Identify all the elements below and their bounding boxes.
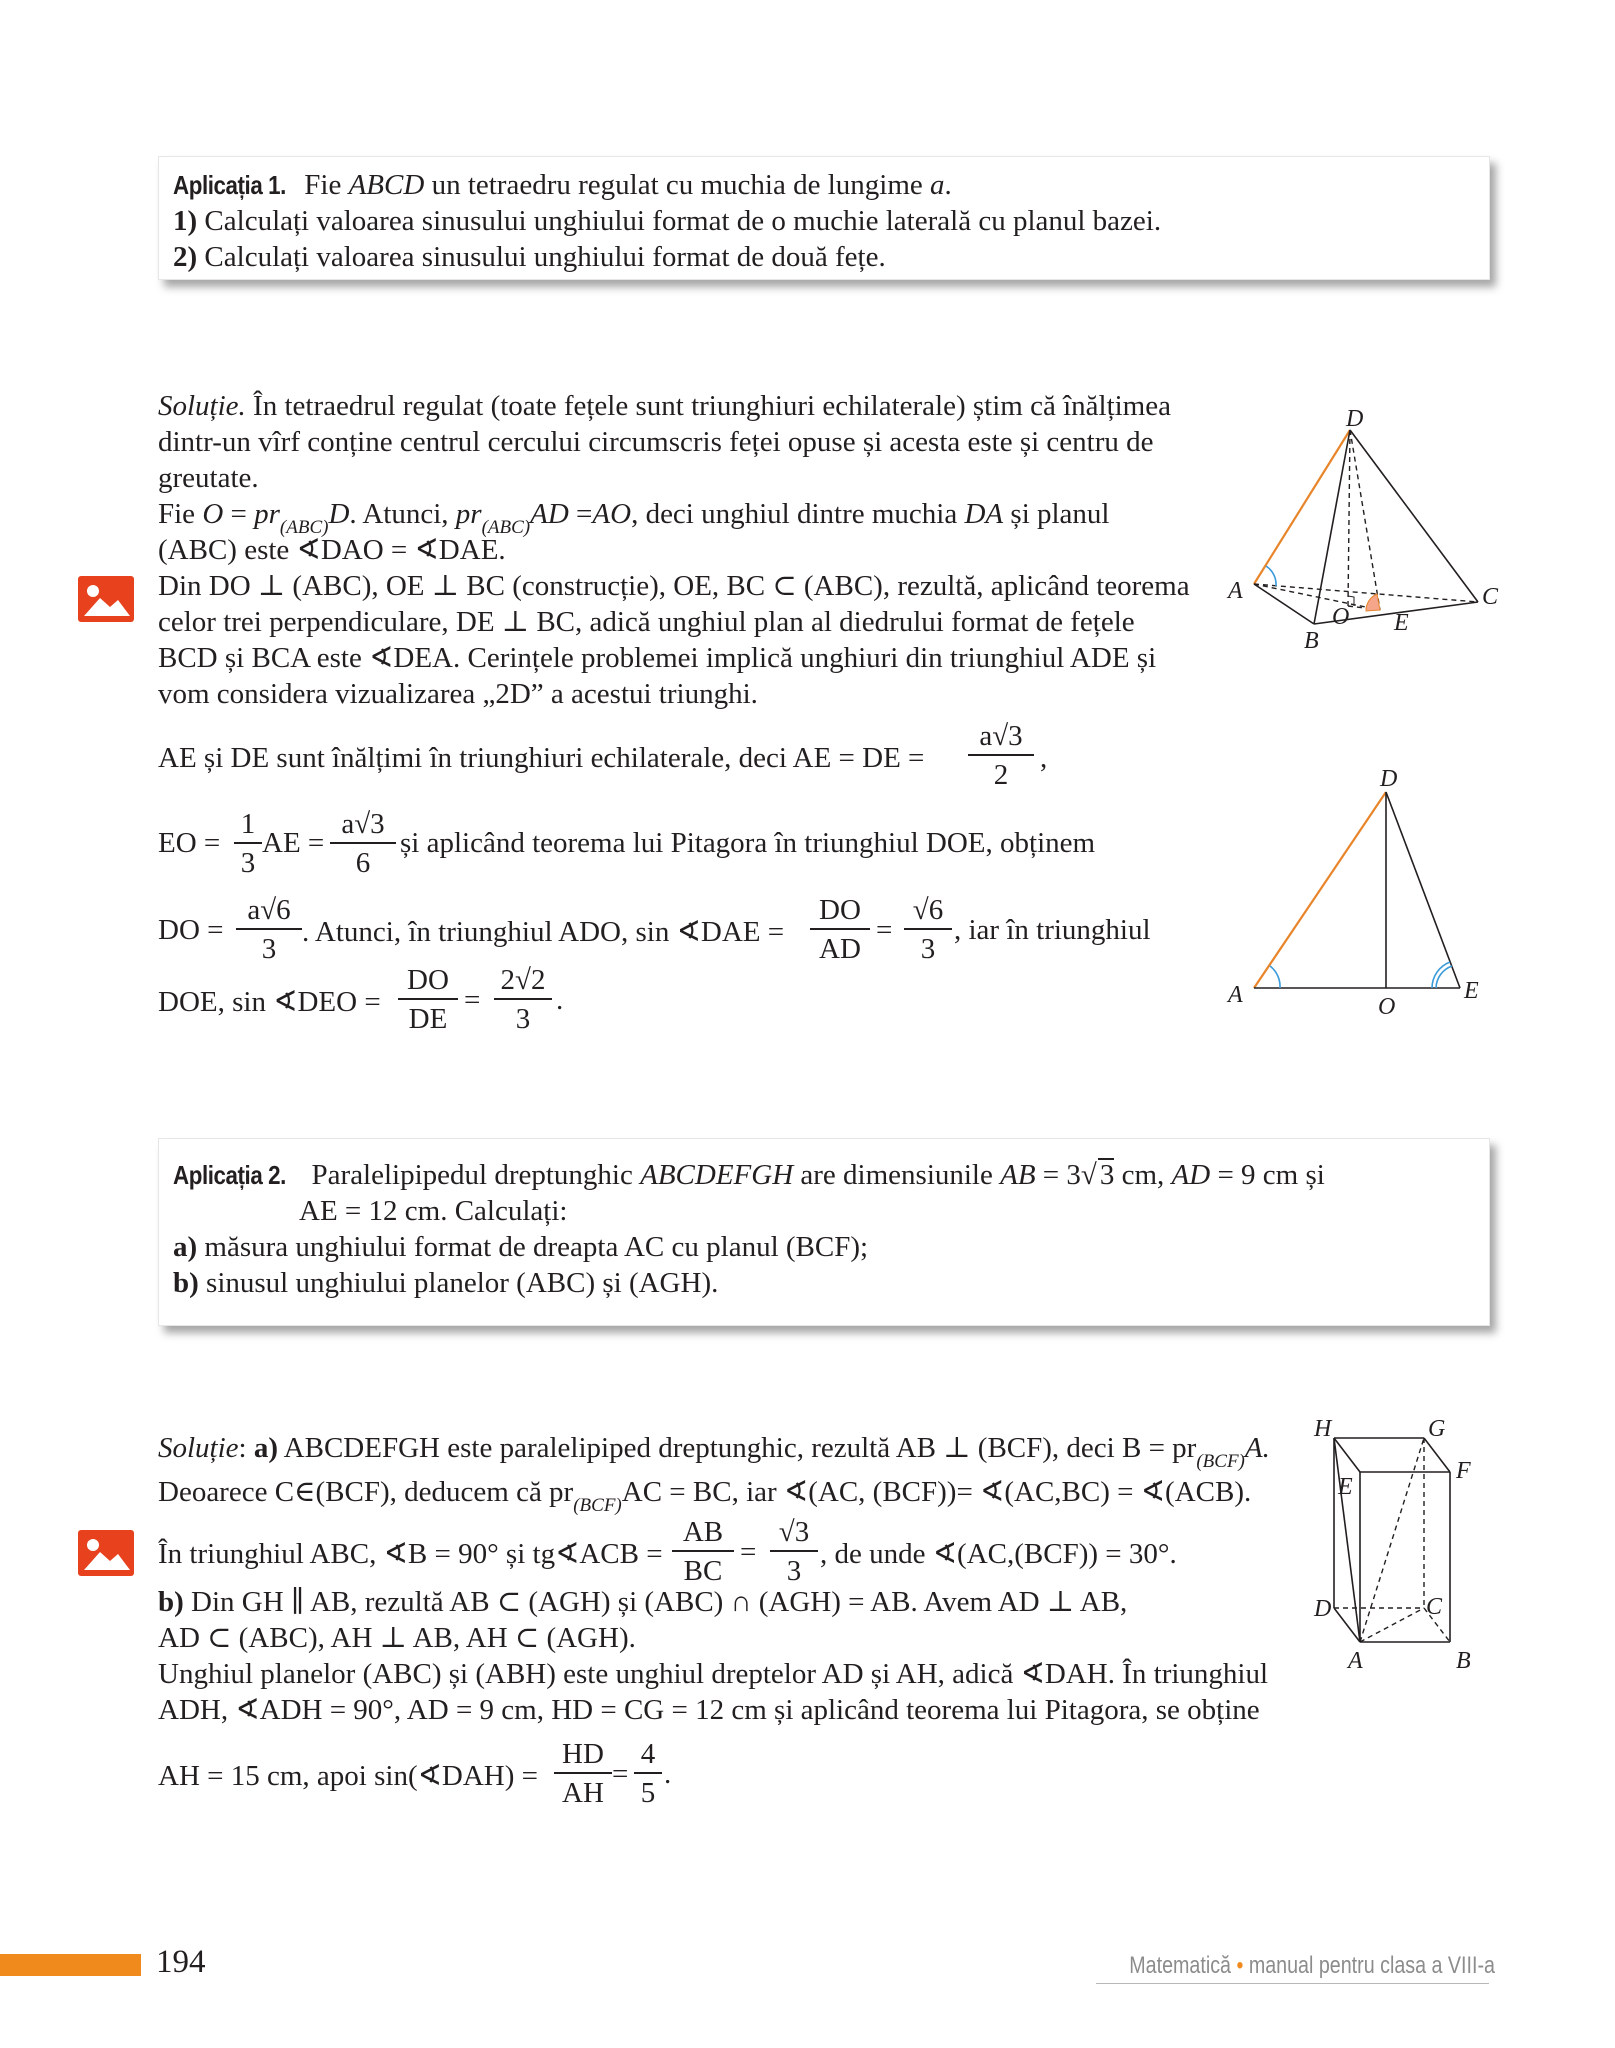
fig2-label-a: A	[1228, 982, 1243, 1008]
solution-1-line-6: Din DO ⊥ (ABC), OE ⊥ BC (construcție), OE, BC ⊂ (ABC), rezultă, aplicând teorema	[158, 570, 1190, 602]
tetrahedron-figure	[1220, 408, 1500, 658]
fraction-sqrt3-over-3: $\frac{√3}{3}$	[770, 1514, 818, 1590]
cuboid-figure	[1300, 1418, 1500, 1698]
fraction-4-over-5: $\frac{4}{5}$	[634, 1736, 662, 1812]
footer-book-title: Matematică • manual pentru clasa a VIII-a	[1129, 1952, 1495, 1979]
equation-4-text: DOE, sin ∢DEO =	[158, 986, 381, 1018]
fig3-label-g: G	[1428, 1418, 1446, 1442]
fig3-label-e: E	[1338, 1474, 1353, 1500]
fig3-label-b: B	[1456, 1648, 1471, 1674]
solution-1-line-2: dintr-un vîrf conține centrul cercului circumscris feței opuse și acesta este și centru de	[158, 426, 1154, 458]
solution-2-line-3-equals: =	[740, 1536, 757, 1568]
fraction-do-over-ad: $\frac{DO}{AD}$	[810, 892, 870, 968]
solution-1-line-9: vom considera vizualizarea „2D” a acestui triunghi.	[158, 678, 758, 710]
fig1-label-e: E	[1394, 610, 1409, 636]
equation-3-text: . Atunci, în triunghiul ADO, sin ∢DAE =	[302, 916, 785, 948]
footer-accent-bar	[0, 1954, 141, 1976]
triangle-ade-figure	[1220, 760, 1500, 1025]
solution-2-line-5: AD ⊂ (ABC), AH ⊥ AB, AH ⊂ (AGH).	[158, 1622, 636, 1654]
fraction-do-over-de: $\frac{DO}{DE}$	[398, 962, 458, 1038]
equation-4-period: .	[556, 984, 564, 1016]
equation-eo-label: EO =	[158, 827, 221, 859]
solution-2-line-7: ADH, ∢ADH = 90°, AD = 9 cm, HD = CG = 12 cm și aplicând teorema lui Pitagora, se obține	[158, 1694, 1260, 1726]
application-2-part-a: a) măsura unghiului format de dreapta AC cu planul (BCF);	[173, 1231, 869, 1263]
fig2-label-e: E	[1464, 978, 1479, 1004]
bullet-icon: •	[1236, 1952, 1244, 1979]
solution-1-line-4: Fie $O = pr_{(ABC)}D$. Atunci, $pr_{(ABC)}AD =AO$, deci unghiul dintre muchia DA și planul	[158, 498, 1110, 538]
application-1-box	[158, 156, 1490, 280]
solution-2-line-1: Soluție: a) ABCDEFGH este paralelipiped dreptunghic, rezultă AB ⊥ (BCF), deci $B = pr_{(BCF)}A$.	[158, 1432, 1270, 1472]
solution-2-line-6: Unghiul planelor (ABC) și (ABH) este unghiul dreptelor AD și AH, adică ∢DAH. În triunghiul	[158, 1658, 1269, 1690]
solution-2-line-8-period: .	[664, 1758, 672, 1790]
fig2-label-o: O	[1378, 994, 1396, 1020]
solution-2-line-2: Deoarece C∈(BCF), deducem că $pr_{(BCF)}AC$ = BC, iar ∢(AC, (BCF))= ∢(AC,BC) = ∢(ACB).	[158, 1476, 1252, 1516]
fig1-label-b: B	[1304, 628, 1319, 654]
fig1-label-o: O	[1332, 604, 1350, 630]
application-1-question-2: 2) Calculați valoarea sinusului unghiului format de două fețe.	[173, 241, 886, 273]
application-2-box	[158, 1138, 1490, 1326]
fraction-sqrt6-over-3: $\frac{√6}{3}$	[904, 892, 952, 968]
fraction-a-sqrt6-over-3: $\frac{a√6}{3}$	[236, 892, 302, 968]
solution-2-line-3: În triunghiul ABC, ∢B = 90° și tg∢ACB =	[158, 1538, 663, 1570]
solution-1-line-3: greutate.	[158, 462, 259, 494]
image-icon	[78, 1530, 134, 1576]
fig3-label-f: F	[1456, 1458, 1471, 1484]
image-icon	[78, 576, 134, 622]
solution-1-line-8: BCD și BCA este ∢DEA. Cerințele problemei implică unghiuri din triunghiul ADE și	[158, 642, 1157, 674]
page-number: 194	[156, 1944, 206, 1980]
fig2-label-d: D	[1380, 766, 1398, 792]
fraction-1-over-3: $\frac{1}{3}$	[234, 806, 262, 882]
application-1-question-1: 1) Calculați valoarea sinusului unghiului format de o muchie laterală cu planul bazei.	[173, 205, 1162, 237]
application-2-part-b: b) sinusul unghiului planelor (ABC) și (AGH).	[173, 1267, 719, 1299]
solution-2-line-4: b) Din GH ∥ AB, rezultă AB ⊂ (AGH) și (ABC) ∩ (AGH) = AB. Avem AD ⊥ AB,	[158, 1586, 1128, 1618]
fraction-a-sqrt3-over-2: $\frac{a√3}{2}$	[968, 718, 1034, 794]
fig3-label-h: H	[1314, 1418, 1332, 1442]
solution-1-line-5: (ABC) este ∢DAO = ∢DAE.	[158, 534, 506, 566]
equation-3-equals: =	[876, 914, 893, 946]
footer-divider	[1096, 1983, 1489, 1984]
application-2-line-1: Aplicația 2. Paralelipipedul dreptunghic ABCDEFGH are dimensiunile AB = 3√ 3 cm, AD = 9 cm și	[173, 1157, 1325, 1194]
image-icon-2[interactable]	[78, 1530, 134, 1576]
image-icon-1[interactable]	[78, 576, 134, 622]
fraction-ab-over-bc: $\frac{AB}{BC}$	[672, 1514, 734, 1590]
equation-4-equals: =	[464, 984, 481, 1016]
solution-1-line-1: Soluție. În tetraedrul regulat (toate fețele sunt triunghiuri echilaterale) știm că înălțimea	[158, 390, 1171, 422]
application-1-title: Aplicația 1.	[173, 170, 286, 200]
fraction-a-sqrt3-over-6: $\frac{a√3}{6}$	[330, 806, 396, 882]
equation-1-comma: ,	[1040, 742, 1048, 774]
fig3-label-a: A	[1348, 1648, 1363, 1674]
solution-1-line-7: celor trei perpendiculare, DE ⊥ BC, adică unghiul plan al diedrului format de fețele	[158, 606, 1135, 638]
fig1-label-c: C	[1482, 584, 1499, 610]
equation-ae-de-text: AE și DE sunt înălțimi în triunghiuri echilaterale, deci AE = DE =	[158, 742, 925, 774]
equation-3-end: , iar în triunghiul	[954, 914, 1151, 946]
fig1-label-a: A	[1228, 578, 1243, 604]
solution-2-line-8-equals: =	[612, 1758, 629, 1790]
fraction-hd-over-ah: $\frac{HD}{AH}$	[554, 1736, 612, 1812]
fig3-label-d: D	[1314, 1596, 1332, 1622]
equation-ae-label: AE =	[262, 827, 325, 859]
application-2-line-2: AE = 12 cm. Calculați:	[299, 1195, 568, 1227]
equation-2-text: și aplicând teorema lui Pitagora în triunghiul DOE, obținem	[400, 827, 1096, 859]
solution-2-line-8: AH = 15 cm, apoi sin(∢DAH) =	[158, 1760, 538, 1792]
fig1-label-d: D	[1346, 408, 1364, 432]
fraction-2sqrt2-over-3: $\frac{2√2}{3}$	[494, 962, 552, 1038]
fig3-label-c: C	[1426, 1594, 1443, 1620]
equation-do-label: DO =	[158, 914, 224, 946]
application-1-intro: Aplicația 1. Fie ABCD un tetraedru regulat cu muchia de lungime a.	[173, 167, 952, 204]
solution-2-line-3-end: , de unde ∢(AC,(BCF)) = 30°.	[820, 1538, 1177, 1570]
application-2-title: Aplicația 2.	[173, 1160, 286, 1190]
